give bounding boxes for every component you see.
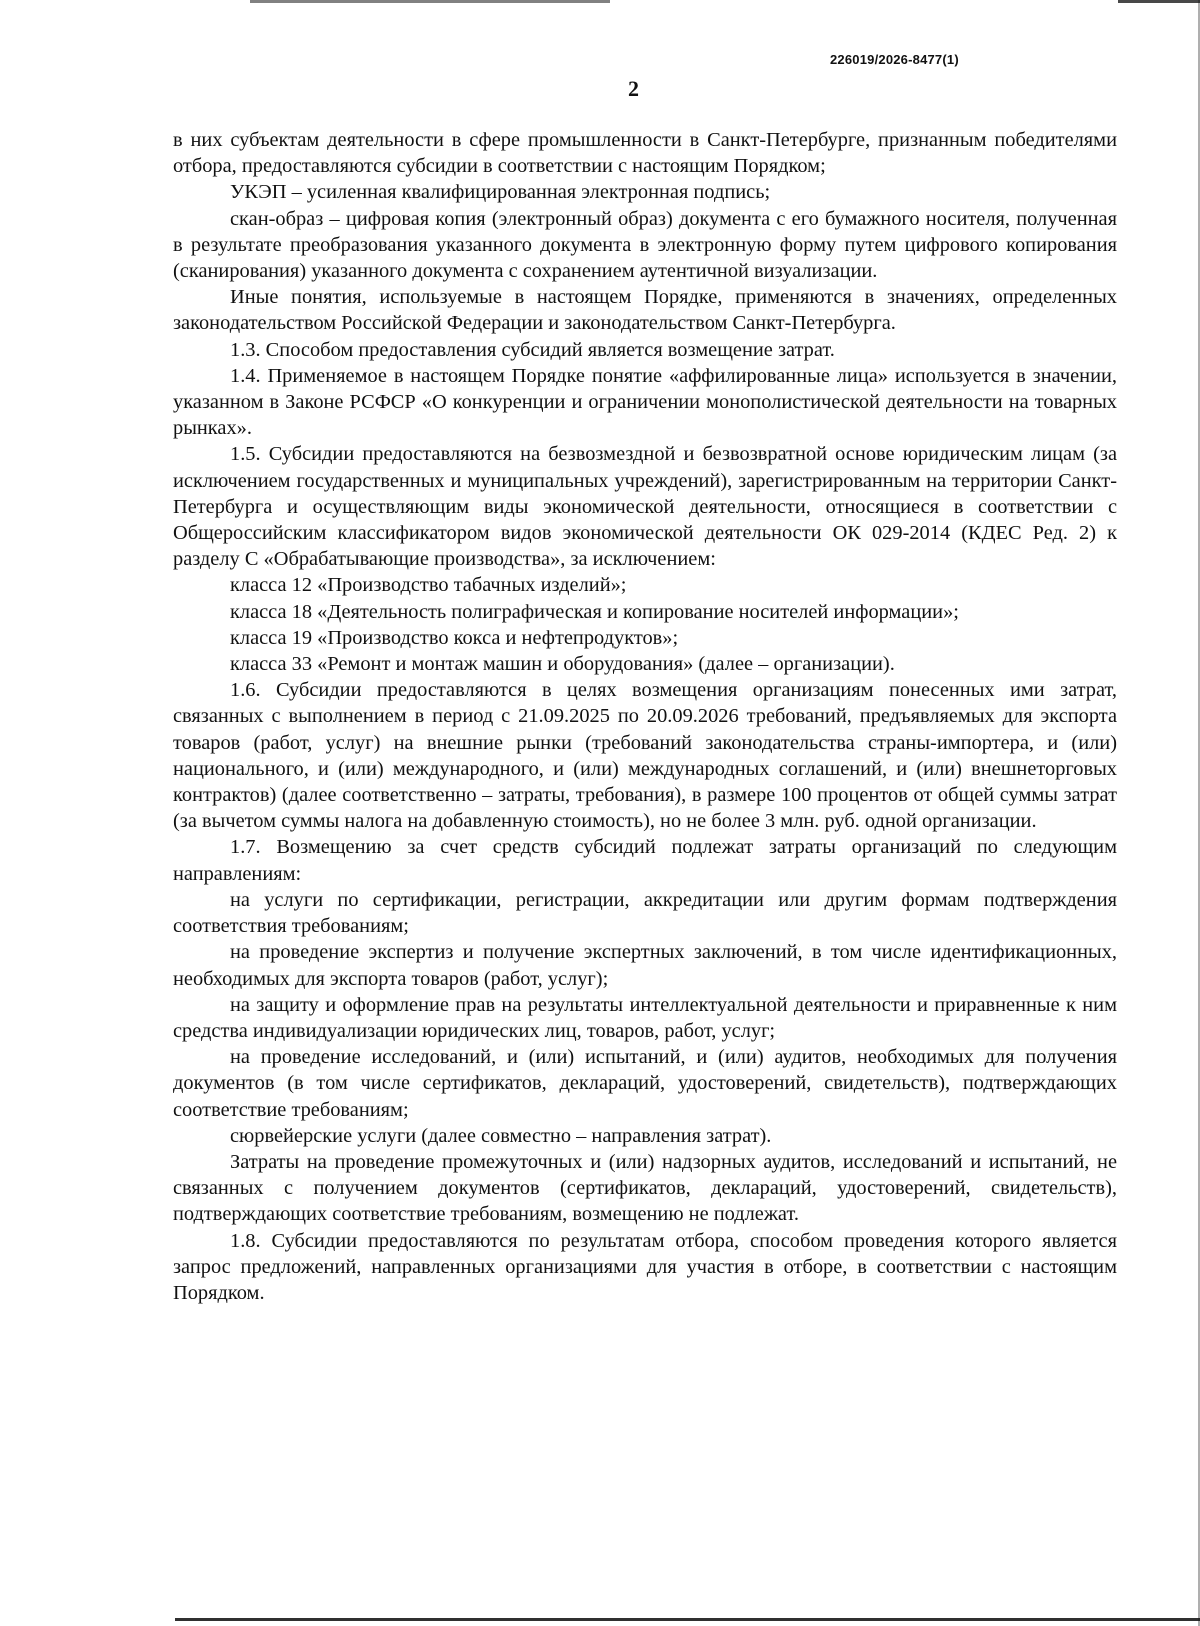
paragraph: в них субъектам деятельности в сфере промышленности в Санкт-Петербурге, признанным победителями отбора, предоставляются субсидии в соответствии с настоящим Порядком;	[173, 129, 1117, 178]
paragraph: скан-образ – цифровая копия (электронный образ) документа с его бумажного носителя, полученная в результате преобразования указанного документа в электронную форму путем цифрового копирования (сканирования) указанного документа с сохранением аутентичной визуализации.	[173, 207, 1117, 283]
paragraph: класса 18 «Деятельность полиграфическая и копирование носителей информации»;	[230, 600, 959, 623]
scan-artifact-top-left	[250, 0, 610, 3]
paragraph: на проведение исследований, и (или) испытаний, и (или) аудитов, необходимых для получения документов (в том числе сертификатов, деклараций, удостоверений, свидетельств), подтверждающих соответствие требованиям;	[173, 1046, 1117, 1121]
paragraph: 1.6. Субсидии предоставляются в целях возмещения организациям понесенных ими затрат, связанных с выполнением в период с 21.09.2025 по 20.09.2026 требований, предъявляемых для экспорта товаров (работ, услуг) на внешние рынки (требований законодательства страны-импортера, и (или) национального, и (или) международного, и (или) международных соглашений, и (или) внешнеторговых контрактов) (далее соответственно – затраты, требования), в размере 100 процентов от общей суммы затрат (за вычетом суммы налога на добавленную стоимость), но не более 3 млн. руб. одной организации.	[173, 679, 1117, 833]
paragraph: Иные понятия, используемые в настоящем Порядке, применяются в значениях, определенных законодательством Российской Федерации и законодательством Санкт-Петербурга.	[173, 286, 1117, 335]
paragraph: класса 33 «Ремонт и монтаж машин и оборудования» (далее – организации).	[230, 653, 895, 676]
paragraph: 1.8. Субсидии предоставляются по результатам отбора, способом проведения которого является запрос предложений, направленных организациями для участия в отборе, в соответствии с настоящим Порядком.	[173, 1229, 1117, 1304]
paragraph: сюрвейерские услуги (далее совместно – направления затрат).	[230, 1124, 772, 1147]
paragraph: Затраты на проведение промежуточных и (или) надзорных аудитов, исследований и испытаний, не связанных с получением документов (сертификатов, деклараций, удостоверений, свидетельств), подтверждающих соответствие требованиям, возмещению не подлежат.	[173, 1150, 1117, 1226]
paragraph: на услуги по сертификации, регистрации, аккредитации или другим формам подтверждения соответствия требованиям;	[173, 888, 1117, 938]
paragraph: УКЭП – усиленная квалифицированная электронная подпись;	[230, 181, 771, 204]
paragraph: на защиту и оформление прав на результаты интеллектуальной деятельности и приравненные к ним средства индивидуализации юридических лиц, товаров, работ, услуг;	[173, 993, 1117, 1042]
document-body	[173, 127, 1117, 1306]
document-registration-number: 226019/2026-8477(1)	[830, 52, 959, 67]
paragraph: 1.7. Возмещению за счет средств субсидий подлежат затраты организаций по следующим направлениям:	[173, 836, 1117, 885]
paragraph: на проведение экспертиз и получение экспертных заключений, в том числе идентификационных, необходимых для экспорта товаров (работ, услуг);	[173, 941, 1117, 990]
paragraph: 1.4. Применяемое в настоящем Порядке понятие «аффилированные лица» используется в значении, указанном в Законе РСФСР «О конкуренции и ограничении монополистической деятельности на товарных рынках».	[173, 364, 1117, 440]
scan-artifact-bottom	[175, 1618, 1200, 1621]
scan-artifact-top-right	[1118, 0, 1200, 3]
paragraph: класса 19 «Производство кокса и нефтепродуктов»;	[230, 626, 679, 649]
paragraph: 1.5. Субсидии предоставляются на безвозмездной и безвозвратной основе юридическим лицам (за исключением государственных и муниципальных учреждений), зарегистрированным на территории Санкт-Петербурга и осуществляющим виды экономической деятельности, относящиеся в соответствии с Общероссийским классификатором видов экономической деятельности ОК 029-2014 (КДЕС Ред. 2) к разделу C «Обрабатывающие производства», за исключением:	[173, 443, 1117, 571]
paragraph: класса 12 «Производство табачных изделий»;	[230, 574, 627, 597]
page-number: 2	[628, 76, 639, 101]
paragraph: 1.3. Способом предоставления субсидий является возмещение затрат.	[230, 338, 835, 361]
